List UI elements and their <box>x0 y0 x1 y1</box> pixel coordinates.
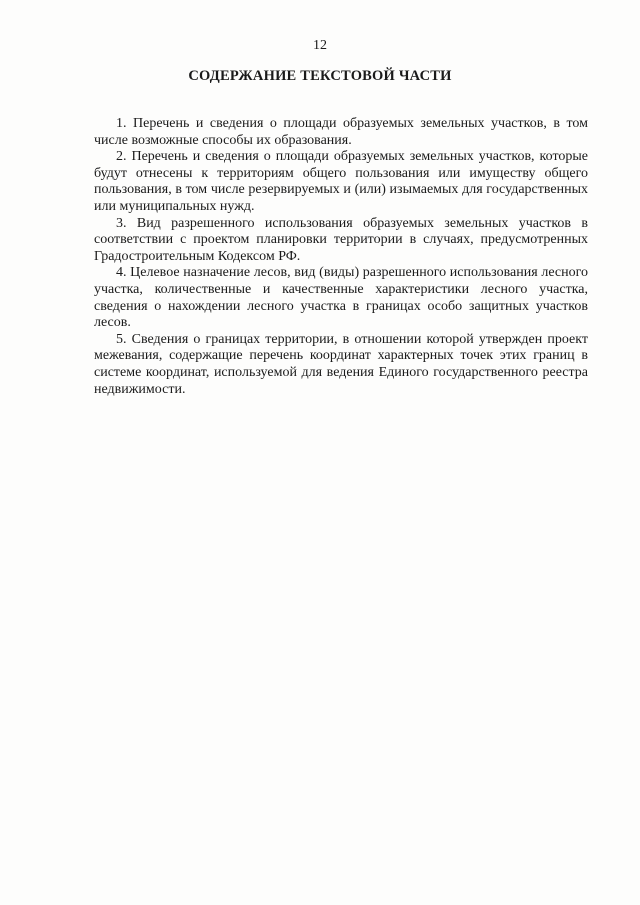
section-title: СОДЕРЖАНИЕ ТЕКСТОВОЙ ЧАСТИ <box>188 68 452 84</box>
contents-item: 2. Перечень и сведения о площади образуемых земельных участков, которые будут отнесены к территориям общего пользования или имуществу общего пользования, в том числе резервируемых и (или) изымаемых для государственных или муниципальных нужд. <box>94 149 588 214</box>
contents-item: 5. Сведения о границах территории, в отношении которой утвержден проект межевания, содержащие перечень координат характерных точек этих границ в системе координат, используемой для ведения Единого государственного реестра недвижимости. <box>94 331 588 397</box>
contents-item: 1. Перечень и сведения о площади образуемых земельных участков, в том числе возможные способы их образования. <box>94 116 588 148</box>
page-number: 12 <box>313 38 327 53</box>
contents-item: 3. Вид разрешенного использования образуемых земельных участков в соответствии с проектом планировки территории в случаях, предусмотренных Градостроительным Кодексом РФ. <box>94 215 588 264</box>
contents-list <box>94 116 588 398</box>
contents-item: 4. Целевое назначение лесов, вид (виды) разрешенного использования лесного участка, количественные и качественные характеристики лесного участка, сведения о нахождении лесного участка в границах особо защитных участков лесов. <box>94 265 588 331</box>
